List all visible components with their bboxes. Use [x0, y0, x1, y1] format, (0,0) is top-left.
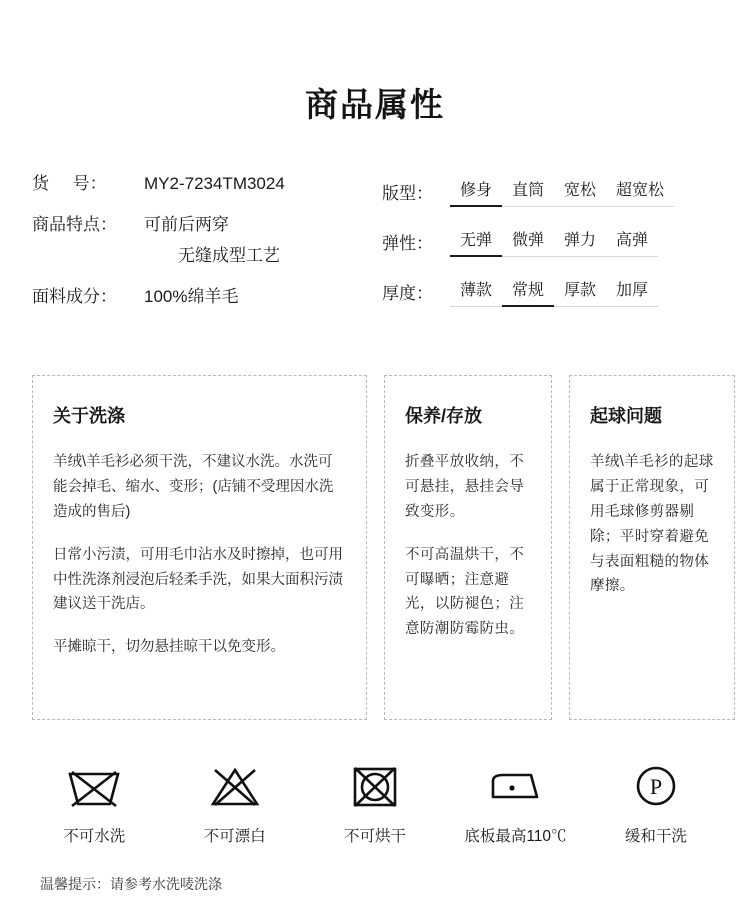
info-label: 面料成分：	[32, 286, 117, 306]
attribute-row-fit	[382, 175, 720, 207]
care-symbol-caption: 不可水洗	[63, 827, 126, 845]
care-symbol-cell	[164, 756, 304, 846]
attribute-row-elasticity	[382, 225, 720, 257]
care-box-washing	[32, 375, 367, 720]
care-symbol-caption: 不可烘干	[344, 827, 407, 845]
care-symbol-cell	[305, 756, 445, 846]
no-bleach-icon	[164, 756, 304, 814]
attribute-option[interactable]: 微弹	[502, 225, 554, 257]
care-box-paragraph: 折叠平放收纳，不可悬挂，悬挂会导致变形。	[405, 453, 525, 520]
attribute-label: 弹性：	[382, 233, 433, 253]
no-tumble-dry-icon	[305, 756, 445, 814]
info-value-subtext: 无缝成型工艺	[178, 245, 280, 265]
info-value-text: 可前后两穿	[144, 214, 229, 234]
attribute-label: 版型：	[382, 183, 433, 203]
attribute-option[interactable]: 超宽松	[606, 175, 674, 207]
care-box-pilling	[569, 375, 735, 720]
info-value-text: 100%绵羊毛	[144, 286, 239, 306]
info-section	[0, 173, 750, 327]
info-value	[144, 286, 238, 309]
attribute-options	[450, 275, 658, 307]
care-box-paragraph: 不可高温烘干，不可曝晒；注意避光，以防褪色；注意防潮防霉防虫。	[405, 546, 525, 638]
basic-info-list	[32, 173, 382, 327]
attribute-label: 厚度：	[382, 283, 433, 303]
info-value-text: MY2-7234TM3024	[144, 174, 285, 193]
attribute-option[interactable]: 加厚	[606, 275, 658, 307]
care-symbol-caption: 底板最高110℃	[464, 827, 567, 845]
care-symbol-cell	[24, 756, 164, 846]
info-row	[32, 214, 382, 268]
svg-text:P: P	[649, 773, 662, 799]
footer-tip: 温馨提示：请参考水洗唛洗涤	[40, 875, 222, 892]
care-box-paragraph: 羊绒\羊毛衫必须干洗，不建议水洗。水洗可能会掉毛、缩水、变形；(店铺不受理因水洗造成的售后)	[53, 453, 334, 520]
attribute-option[interactable]: 高弹	[606, 225, 658, 257]
care-symbol-caption: 缓和干洗	[624, 827, 687, 845]
attribute-option[interactable]: 修身	[450, 175, 502, 207]
info-value	[144, 214, 280, 268]
attribute-option[interactable]: 常规	[502, 275, 554, 307]
care-box-paragraph: 羊绒\羊毛衫的起球属于正常现象，可用毛球修剪器剔除；平时穿着避免与表面粗糙的物体摩擦。	[590, 453, 714, 595]
care-box-storage	[384, 375, 552, 720]
care-box-title: 保养/存放	[405, 405, 483, 426]
info-row	[32, 173, 382, 196]
care-box-title: 关于洗涤	[53, 405, 125, 426]
attribute-option[interactable]: 弹力	[554, 225, 606, 257]
mild-dry-clean-p-icon	[586, 756, 726, 814]
attribute-option[interactable]: 薄款	[450, 275, 502, 307]
attribute-options	[450, 175, 674, 207]
care-symbol-caption: 不可漂白	[203, 827, 266, 845]
care-box-title: 起球问题	[590, 405, 662, 426]
page-title: 商品属性	[305, 86, 445, 123]
attribute-option[interactable]: 宽松	[554, 175, 606, 207]
attribute-selectors	[382, 173, 720, 327]
care-instruction-boxes	[0, 375, 750, 720]
no-machine-wash-icon	[24, 756, 164, 814]
care-symbol-cell	[445, 756, 585, 846]
iron-110c-icon	[445, 756, 585, 814]
care-symbols-row	[0, 756, 750, 846]
care-symbol-cell	[586, 756, 726, 846]
attribute-option[interactable]: 无弹	[450, 225, 502, 257]
care-box-paragraph: 平摊晾干，切勿悬挂晾干以免变形。	[53, 639, 285, 656]
info-row	[32, 286, 382, 309]
info-label: 货 号：	[32, 174, 107, 193]
care-box-paragraph: 日常小污渍，可用毛巾沾水及时擦掉，也可用中性洗涤剂浸泡后轻柔手洗，如果大面积污渍建议送干洗店。	[53, 546, 343, 613]
info-label: 商品特点：	[32, 214, 117, 234]
attribute-row-thickness	[382, 275, 720, 307]
attribute-options	[450, 225, 658, 257]
info-value	[144, 173, 285, 196]
attribute-option[interactable]: 直筒	[502, 175, 554, 207]
attribute-option[interactable]: 厚款	[554, 275, 606, 307]
